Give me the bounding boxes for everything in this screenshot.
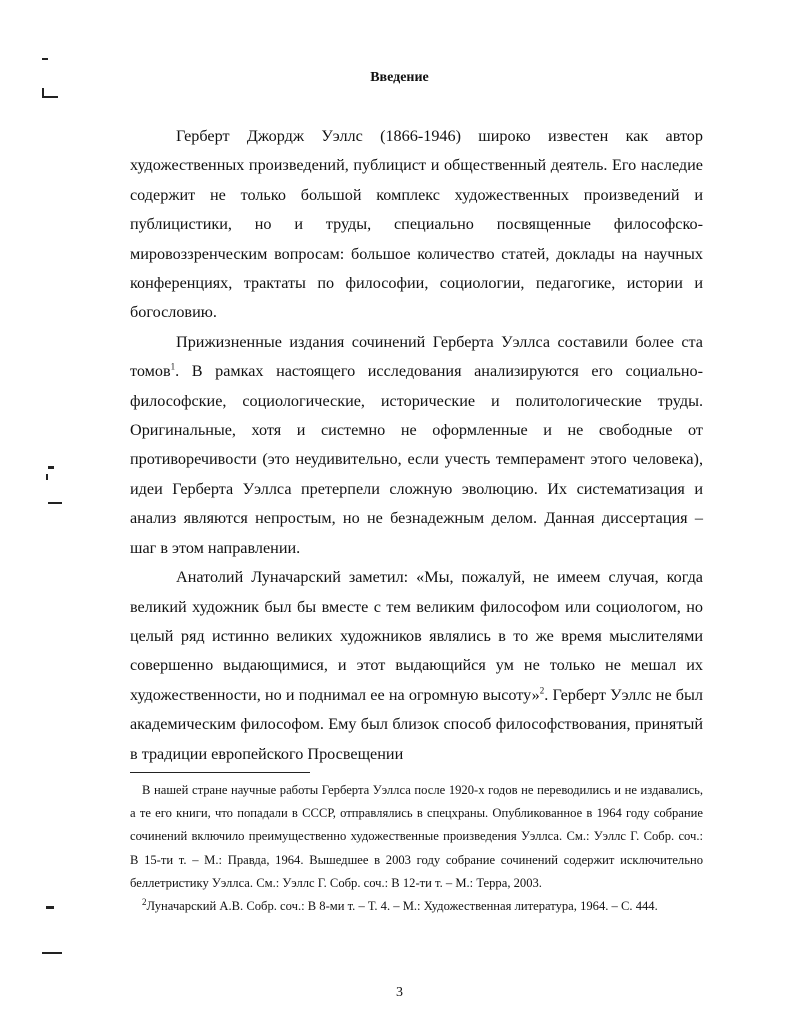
scan-speck <box>44 96 58 98</box>
page-title: Введение <box>370 70 429 85</box>
scan-speck-group <box>42 58 62 954</box>
paragraph-3-part-1: Анатолий Луначарский заметил: «Мы, пожалуй, не имеем случая, когда великий художник был бы вместе с тем великим философом или социологом, но целый ряд истинно великих художников являлись в то же время мыслителями совершенно выдающимися, и этот выдающийся ум не только не мешал их художественности, но и поднимал ее на огромную высоту» <box>130 568 703 704</box>
scan-speck <box>42 88 44 98</box>
paragraph-2-part-1: Прижизненные издания сочинений Герберта Уэллса составили более ста томов <box>130 332 703 381</box>
scan-speck <box>48 502 62 504</box>
footnote-2-number: 2 <box>142 896 147 907</box>
paragraph-3-part-2: . Герберт Уэллс не был академическим философом. Ему был близок способ философствования, принятый в традиции европейского Просвещении <box>130 685 703 763</box>
scan-speck <box>46 474 48 480</box>
paragraph-1: Герберт Джордж Уэллс (1866-1946) широко известен как автор художественных произведений, публицист и общественный деятель. Его наследие содержит не только большой комплекс художественных произведений и публицистики, но и труды, специально посвященные философско-мировоззренческим вопросам: большое количество статей, доклады на научных конференциях, трактаты по философии, социологии, педагогике, истории и богословию. <box>130 127 703 322</box>
scan-speck <box>46 906 54 909</box>
scan-speck <box>48 466 54 469</box>
footnote-1-text: В нашей стране научные работы Герберта Уэллса после 1920-х годов не переводились и не издавались, а те его книги, что попадали в СССР, отправлялись в спецхраны. Опубликованное в 1964 году собрание сочинений включило преимущественно художественные произведения Уэллса. См.: Уэллс Г. Собр. соч.: В 15-ти т. – М.: Правда, 1964. Вышедшее в 2003 году собрание сочинений содержит исключительно беллетристику Уэллса. См.: Уэллс Г. Собр. соч.: В 12-ти т. – М.: Терра, 2003. <box>130 783 703 890</box>
page-number: 3 <box>396 985 403 1000</box>
paragraph-2-part-2: . В рамках настоящего исследования анализируются его социально-философские, социологические, исторические и политологические труды. Оригинальные, хотя и системно не оформленные и не свободные от противоречивости (это неудивительно, если учесть темперамент этого человека), идеи Герберта Уэллса претерпели сложную эволюцию. Их систематизация и анализ являются непростым, но не безнадежным делом. Данная диссертация – шаг в этом направлении. <box>130 362 703 557</box>
footnote-marker-1: 1 <box>170 361 176 372</box>
footnote-2-text: Луначарский А.В. Собр. соч.: В 8-ми т. – Т. 4. – М.: Художественная литература, 1964. – С. 444. <box>146 899 658 914</box>
scan-speck <box>42 58 48 60</box>
footnote-marker-2: 2 <box>539 685 545 696</box>
scan-speck <box>42 952 62 954</box>
